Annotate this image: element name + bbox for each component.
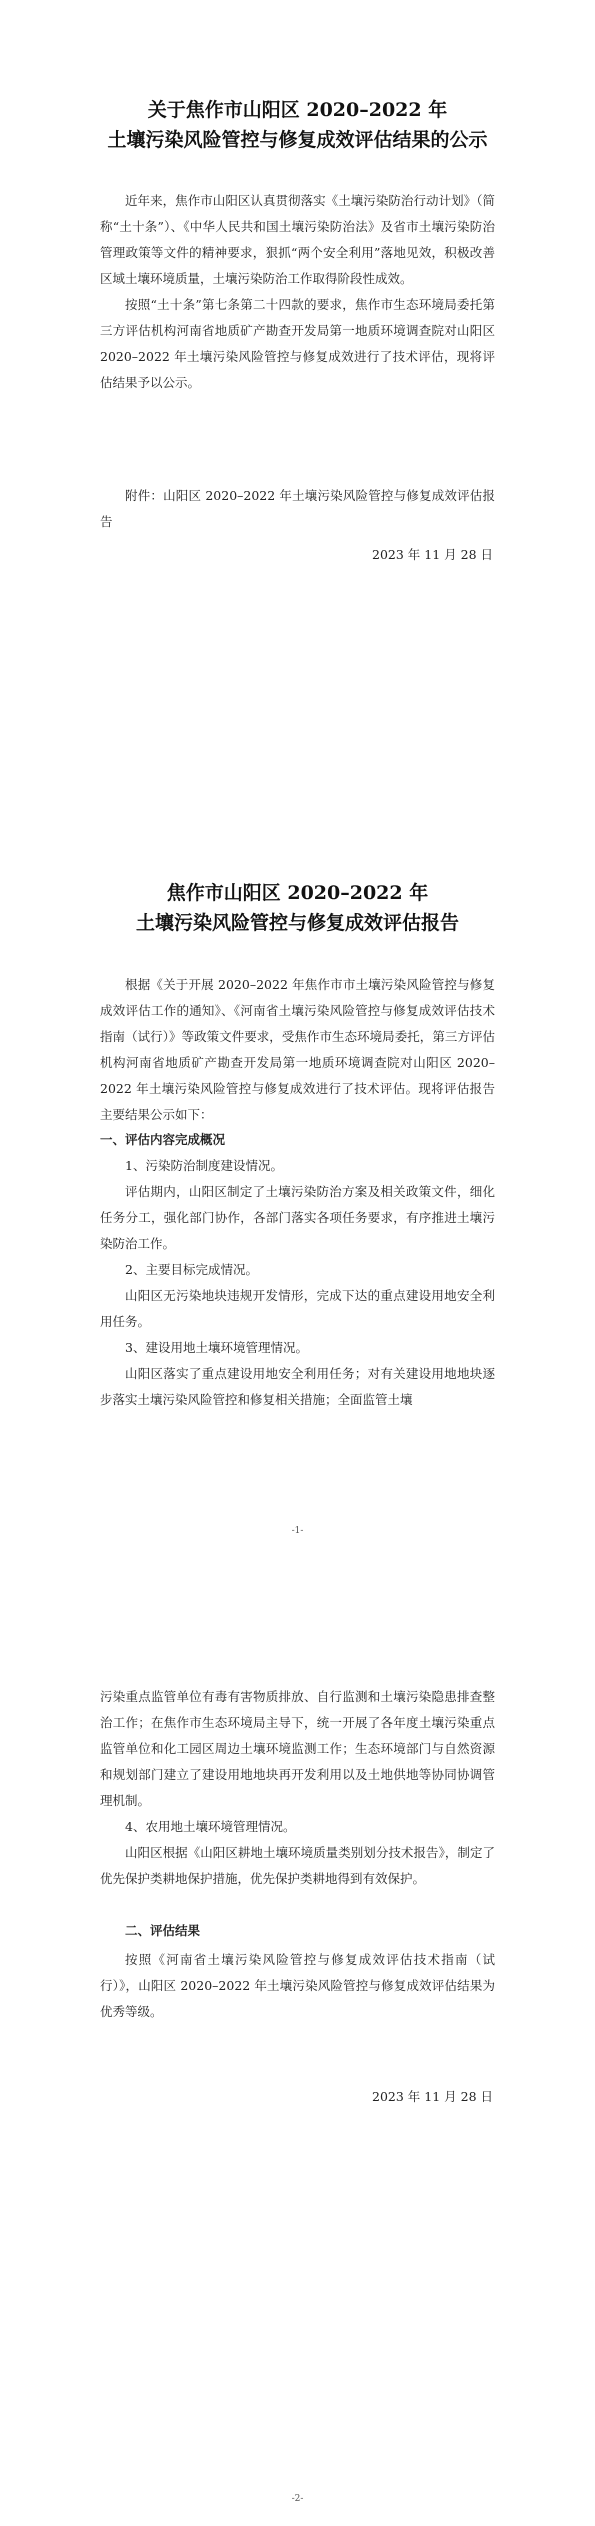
report-title-line1: 焦作市山阳区 2020–2022 年 (166, 882, 429, 904)
item-4-title: 4、农用地土壤环境管理情况。 (125, 1819, 296, 1834)
item-3-text-part1: 山阳区落实了重点建设用地安全利用任务；对有关建设用地地块逐步落实土壤污染风险管控和修复相关措施；全面监管土壤 (100, 1366, 495, 1407)
item-1-text: 评估期内，山阳区制定了土壤污染防治方案及相关政策文件，细化任务分工，强化部门协作，各部门落实各项任务要求，有序推进土壤污染防治工作。 (100, 1184, 495, 1251)
section-heading-overview: 一、评估内容完成概况 (100, 1132, 226, 1147)
item-1-title: 1、污染防治制度建设情况。 (125, 1158, 283, 1173)
report-title-line2: 土壤污染风险管控与修复成效评估报告 (135, 912, 459, 934)
item-2-title: 2、主要目标完成情况。 (125, 1262, 258, 1277)
item-4-text: 山阳区根据《山阳区耕地土壤环境质量类别划分技术报告》，制定了优先保护类耕地保护措施，优先保护类耕地得到有效保护。 (100, 1845, 495, 1886)
result-text: 按照《河南省土壤污染风险管控与修复成效评估技术指南（试行）》，山阳区 2020–2022 年土壤污染风险管控与修复成效评估结果为优秀等级。 (100, 1952, 495, 2019)
notice-paragraph-1: 近年来，焦作市山阳区认真贯彻落实《土壤污染防治行动计划》（简称“土十条”）、《中华人民共和国土壤污染防治法》及省市土壤污染防治管理政策等文件的精神要求，狠抓“两个安全利用”落地见效，积极改善区域土壤环境质量，土壤污染防治工作取得阶段性成效。 (100, 193, 495, 286)
page-number-2: -2- (291, 2494, 304, 2504)
page-number-1: -1- (291, 1526, 304, 1536)
item-2-text: 山阳区无污染地块违规开发情形，完成下达的重点建设用地安全利用任务。 (100, 1288, 495, 1329)
notice-attachment: 附件：山阳区 2020–2022 年土壤污染风险管控与修复成效评估报告 (100, 488, 495, 529)
report-page-1 (0, 842, 595, 1684)
report-intro: 根据《关于开展 2020–2022 年焦作市市土壤污染风险管控与修复成效评估工作的通知》、《河南省土壤污染风险管控与修复成效评估技术指南（试行）》等政策文件要求，受焦作市生态环境局委托，第三方评估机构河南省地质矿产勘查开发局第一地质环境调查院对山阳区 2020–2022 年土壤污染风险管控与修复成效进行了技术评估。现将评估报告主要结果公示如下： (100, 977, 495, 1122)
item-3-text-part2: 污染重点监管单位有毒有害物质排放、自行监测和土壤污染隐患排查整治工作；在焦作市生态环境局主导下，统一开展了各年度土壤污染重点监管单位和化工园区周边土壤环境监测工作；生态环境部门与自然资源和规划部门建立了建设用地地块再开发利用以及土地供地等协同协调管理机制。 (100, 1689, 495, 1808)
notice-date: 2023 年 11 月 28 日 (372, 547, 493, 562)
notice-paragraph-2: 按照“土十条”第七条第二十四款的要求，焦作市生态环境局委托第三方评估机构河南省地质矿产勘查开发局第一地质环境调查院对山阳区 2020–2022 年土壤污染风险管控与修复成效进行了技术评估，现将评估结果予以公示。 (100, 297, 495, 390)
notice-title-line1: 关于焦作市山阳区 2020–2022 年 (147, 99, 448, 121)
item-3-title: 3、建设用地土壤环境管理情况。 (125, 1340, 308, 1355)
notice-page (0, 0, 595, 842)
report-date: 2023 年 11 月 28 日 (372, 2089, 493, 2104)
section-heading-result: 二、评估结果 (125, 1923, 201, 1938)
report-page-2 (0, 1684, 595, 2526)
notice-title-line2: 土壤污染风险管控与修复成效评估结果的公示 (107, 129, 488, 151)
